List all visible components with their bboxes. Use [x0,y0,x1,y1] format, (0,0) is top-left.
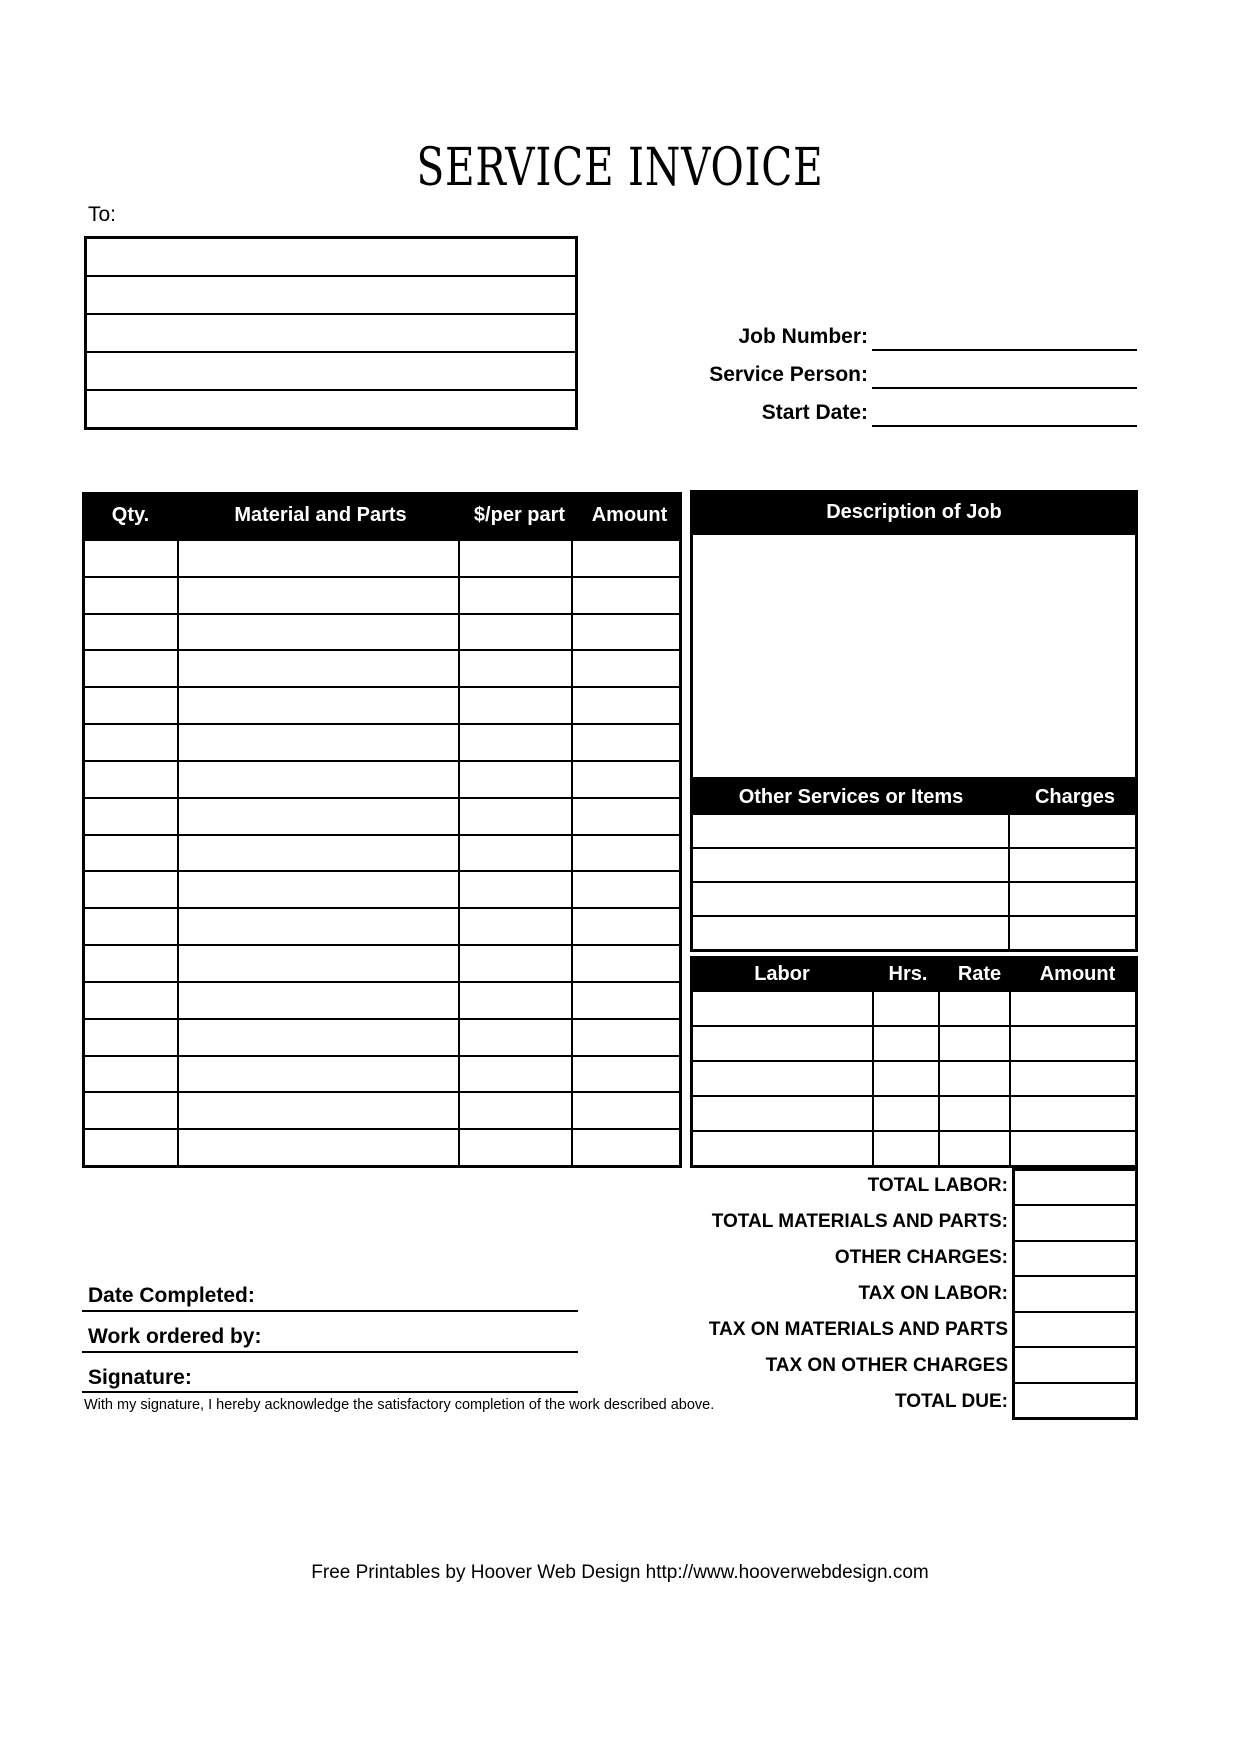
materials-row [85,651,679,688]
other-services-cell[interactable] [693,883,1010,915]
labor-cell[interactable] [940,1132,1011,1165]
materials-cell[interactable] [85,1020,179,1055]
materials-row [85,836,679,873]
materials-row [85,909,679,946]
service-person-line[interactable] [872,387,1137,389]
materials-cell[interactable] [85,688,179,723]
labor-table-body [690,992,1138,1168]
materials-table-body [82,538,682,1168]
description-of-job-label: Description of Job [826,501,1002,523]
materials-cell[interactable] [85,1093,179,1128]
materials-cell[interactable] [573,1057,679,1092]
footer-credit: Free Printables by Hoover Web Design http://www.hooverwebdesign.com [311,1562,929,1583]
price-per-part-column-header: $/per part [473,503,566,526]
labor-cell[interactable] [1011,1132,1135,1165]
rate-column-header: Rate [957,962,1002,985]
page-title: SERVICE INVOICE [416,138,824,198]
labor-cell[interactable] [1011,1097,1135,1130]
total-value-box[interactable] [1015,1277,1135,1312]
signature-acknowledgement-text: With my signature, I hereby acknowledge the satisfactory completion of the work described above. [84,1397,715,1413]
labor-cell[interactable] [940,1027,1011,1060]
materials-cell[interactable] [85,578,179,613]
service-person-label: Service Person: [709,363,868,386]
other-services-row [693,917,1135,949]
other-services-cell[interactable] [1010,917,1135,949]
materials-cell[interactable] [179,725,460,760]
job-number-label: Job Number: [738,325,868,348]
materials-cell[interactable] [179,1130,460,1165]
work-ordered-by-label: Work ordered by: [88,1325,262,1348]
labor-cell[interactable] [693,1062,874,1095]
labor-cell[interactable] [874,1062,940,1095]
date-completed-line[interactable] [82,1310,578,1312]
amount-column-header: Amount [591,503,668,526]
materials-cell[interactable] [179,651,460,686]
materials-cell[interactable] [460,725,573,760]
other-services-cell[interactable] [1010,815,1135,847]
materials-cell[interactable] [85,983,179,1018]
total-label: TAX ON LABOR: [858,1283,1008,1304]
other-services-cell[interactable] [693,815,1010,847]
materials-cell[interactable] [573,688,679,723]
materials-cell[interactable] [179,541,460,576]
description-of-job-header [690,490,1138,535]
start-date-line[interactable] [872,425,1137,427]
total-label: OTHER CHARGES: [834,1247,1008,1268]
signature-label: Signature: [88,1366,192,1389]
labor-cell[interactable] [1011,992,1135,1025]
bill-to-row[interactable] [87,239,575,277]
materials-row [85,983,679,1020]
materials-cell[interactable] [460,688,573,723]
materials-cell[interactable] [573,578,679,613]
materials-cell[interactable] [179,1057,460,1092]
labor-row [693,1062,1135,1097]
other-services-table-body [690,815,1138,952]
materials-cell[interactable] [573,1130,679,1165]
materials-cell[interactable] [460,946,573,981]
materials-cell[interactable] [85,762,179,797]
materials-cell[interactable] [85,541,179,576]
labor-cell[interactable] [874,1097,940,1130]
materials-cell[interactable] [85,651,179,686]
materials-cell[interactable] [179,983,460,1018]
materials-cell[interactable] [460,615,573,650]
materials-cell[interactable] [85,1057,179,1092]
materials-cell[interactable] [179,946,460,981]
materials-cell[interactable] [85,872,179,907]
material-parts-column-header: Material and Parts [234,503,407,526]
total-value-box[interactable] [1015,1206,1135,1241]
materials-cell[interactable] [460,799,573,834]
other-services-header [690,780,1138,815]
total-value-box[interactable] [1015,1348,1135,1383]
materials-cell[interactable] [460,983,573,1018]
materials-cell[interactable] [573,836,679,871]
materials-cell[interactable] [460,651,573,686]
materials-row [85,541,679,578]
total-label: TOTAL DUE: [895,1391,1008,1412]
materials-cell[interactable] [85,909,179,944]
materials-row [85,1020,679,1057]
materials-cell[interactable] [179,836,460,871]
materials-cell[interactable] [85,836,179,871]
other-services-row [693,883,1135,917]
materials-cell[interactable] [573,1093,679,1128]
labor-cell[interactable] [940,992,1011,1025]
labor-cell[interactable] [693,1132,874,1165]
materials-cell[interactable] [179,909,460,944]
materials-cell[interactable] [85,1130,179,1165]
materials-row [85,1093,679,1130]
materials-cell[interactable] [573,541,679,576]
materials-table-header [82,492,682,538]
qty-column-header: Qty. [111,503,150,526]
materials-cell[interactable] [460,872,573,907]
other-services-cell[interactable] [1010,883,1135,915]
labor-cell[interactable] [693,1027,874,1060]
materials-cell[interactable] [573,762,679,797]
materials-cell[interactable] [179,1093,460,1128]
materials-cell[interactable] [460,909,573,944]
materials-row [85,1130,679,1165]
materials-cell[interactable] [179,578,460,613]
start-date-label: Start Date: [761,401,868,424]
other-services-row [693,849,1135,883]
signature-line[interactable] [82,1391,578,1393]
materials-cell[interactable] [179,1020,460,1055]
labor-header [690,956,1138,992]
materials-cell[interactable] [460,762,573,797]
total-value-box[interactable] [1015,1171,1135,1206]
total-value-box[interactable] [1015,1313,1135,1348]
totals-value-boxes [1012,1168,1138,1420]
date-completed-label: Date Completed: [88,1284,255,1307]
materials-cell[interactable] [573,1020,679,1055]
materials-cell[interactable] [460,1093,573,1128]
materials-cell[interactable] [573,872,679,907]
materials-row [85,1057,679,1094]
materials-cell[interactable] [179,615,460,650]
materials-cell[interactable] [179,799,460,834]
labor-cell[interactable] [1011,1027,1135,1060]
other-services-cell[interactable] [1010,849,1135,881]
labor-cell[interactable] [874,1132,940,1165]
materials-cell[interactable] [85,615,179,650]
materials-cell[interactable] [573,615,679,650]
materials-row [85,799,679,836]
materials-row [85,578,679,615]
labor-amount-column-header: Amount [1039,962,1116,985]
materials-cell[interactable] [573,799,679,834]
total-label: TAX ON OTHER CHARGES [765,1355,1008,1376]
materials-cell[interactable] [460,836,573,871]
total-label: TAX ON MATERIALS AND PARTS [708,1319,1008,1340]
other-services-cell[interactable] [693,849,1010,881]
materials-table [82,492,682,1168]
labor-cell[interactable] [1011,1062,1135,1095]
labor-row [693,1132,1135,1165]
materials-cell[interactable] [85,725,179,760]
charges-column-header: Charges [1034,786,1116,808]
materials-cell[interactable] [460,541,573,576]
materials-cell[interactable] [573,946,679,981]
total-value-box[interactable] [1015,1242,1135,1277]
other-services-cell[interactable] [693,917,1010,949]
labor-row [693,1097,1135,1132]
labor-cell[interactable] [874,992,940,1025]
labor-row [693,1027,1135,1062]
labor-cell[interactable] [940,1097,1011,1130]
work-ordered-by-line[interactable] [82,1351,578,1353]
materials-cell[interactable] [460,1130,573,1165]
materials-cell[interactable] [573,983,679,1018]
materials-row [85,615,679,652]
materials-cell[interactable] [573,725,679,760]
materials-cell[interactable] [85,946,179,981]
materials-cell[interactable] [179,762,460,797]
materials-cell[interactable] [573,651,679,686]
materials-row [85,872,679,909]
materials-cell[interactable] [179,872,460,907]
materials-cell[interactable] [460,1020,573,1055]
total-label: TOTAL LABOR: [867,1175,1008,1196]
bill-to-row[interactable] [87,277,575,315]
materials-cell[interactable] [179,688,460,723]
description-of-job-field[interactable] [690,535,1138,780]
materials-row [85,725,679,762]
total-label: TOTAL MATERIALS AND PARTS: [711,1211,1008,1232]
job-number-line[interactable] [872,349,1137,351]
materials-cell[interactable] [460,578,573,613]
labor-cell[interactable] [693,1097,874,1130]
labor-cell[interactable] [874,1027,940,1060]
materials-cell[interactable] [460,1057,573,1092]
labor-cell[interactable] [693,992,874,1025]
to-label: To: [88,203,117,226]
materials-row [85,762,679,799]
other-services-row [693,815,1135,849]
other-services-column-header: Other Services or Items [738,786,964,808]
hours-column-header: Hrs. [888,962,928,985]
materials-cell[interactable] [573,909,679,944]
materials-row [85,688,679,725]
labor-cell[interactable] [940,1062,1011,1095]
labor-column-header: Labor [754,962,810,985]
labor-row [693,992,1135,1027]
materials-row [85,946,679,983]
materials-cell[interactable] [85,799,179,834]
total-value-box[interactable] [1015,1384,1135,1417]
